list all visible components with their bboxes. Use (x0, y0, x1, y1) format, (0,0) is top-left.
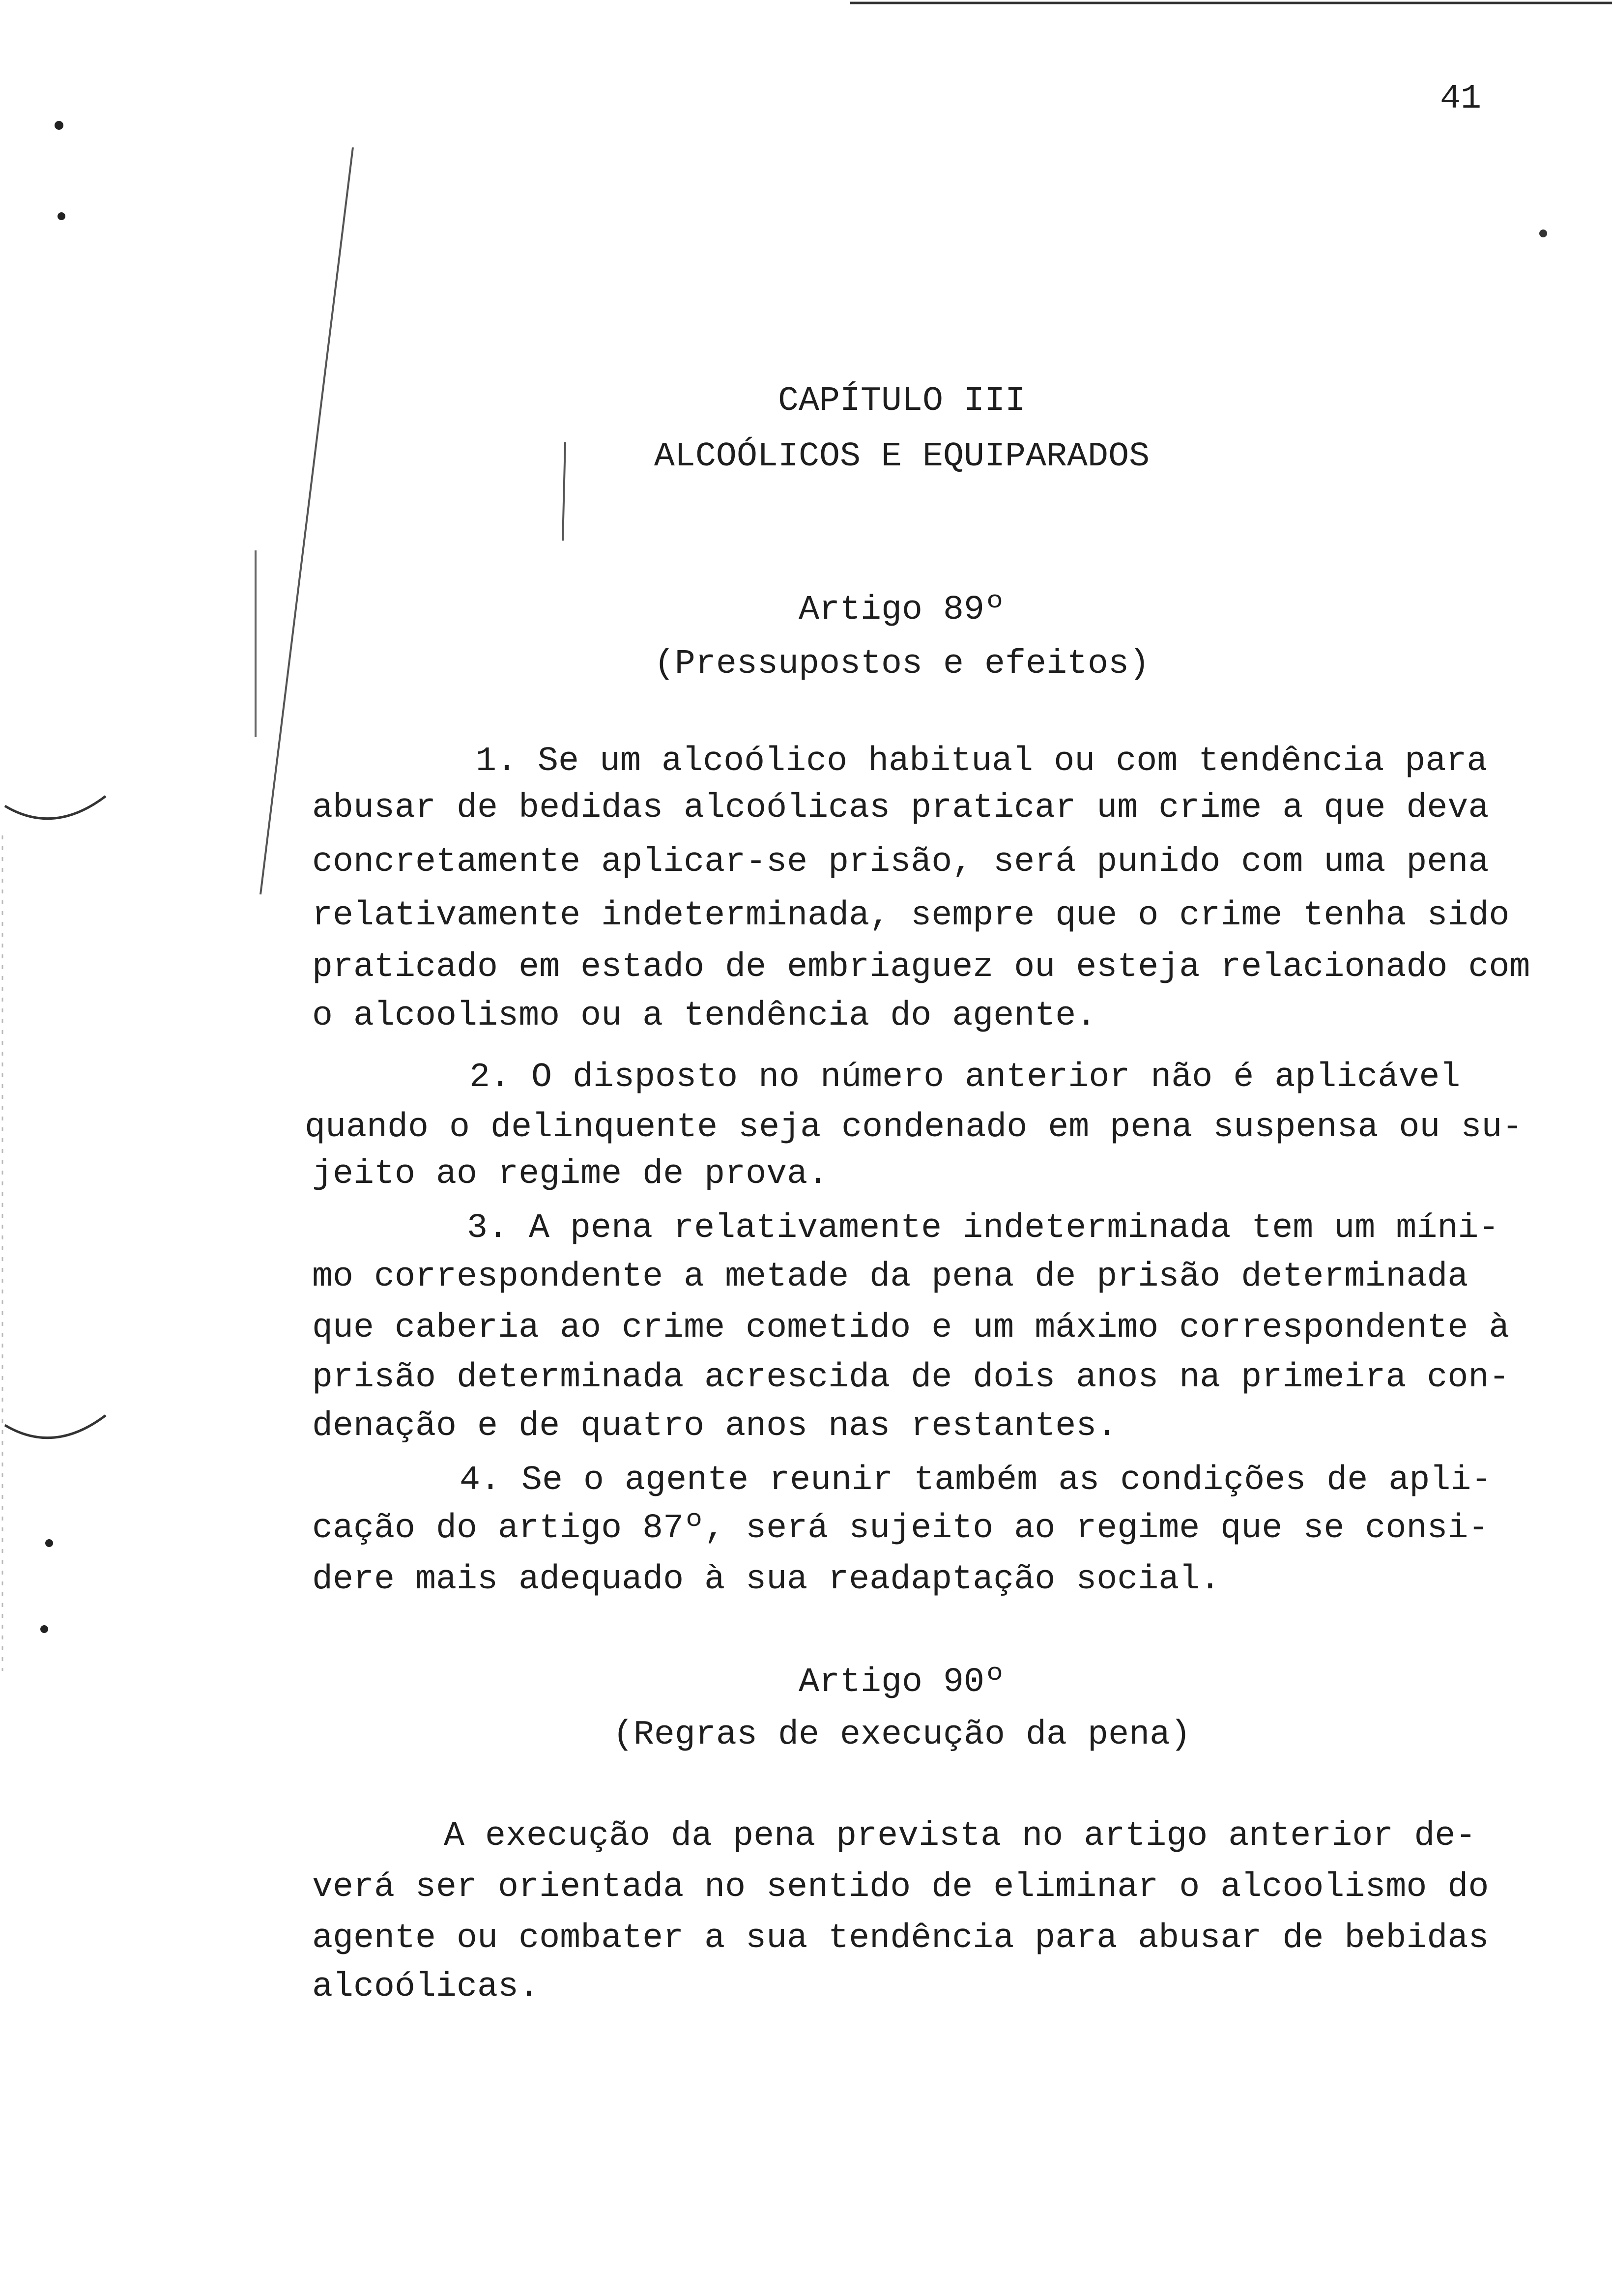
paragraph-line: quando o delinquente seja condenado em pena suspensa ou su- (305, 1108, 1523, 1147)
paragraph-line: concretamente aplicar-se prisão, será punido com uma pena (312, 843, 1489, 882)
paragraph-line: alcoólicas. (312, 1968, 540, 2007)
paragraph-line: 4. Se o agente reunir também as condições de apli- (460, 1461, 1492, 1500)
chapter-title: CAPÍTULO III (777, 382, 1026, 421)
paragraph-line: jeito ao regime de prova. (312, 1155, 829, 1194)
article-89-heading: Artigo 89º (798, 591, 1006, 630)
article-90-subheading: (Regras de execução da pena) (612, 1716, 1191, 1754)
paragraph-line: praticado em estado de embriaguez ou esteja relacionado com (312, 948, 1530, 987)
article-90-heading: Artigo 90º (798, 1663, 1006, 1702)
paragraph-line: A execução da pena prevista no artigo anterior de- (444, 1817, 1476, 1856)
paragraph-line: dere mais adequado à sua readaptação social. (312, 1560, 1221, 1599)
article-89-subheading: (Pressupostos e efeitos) (654, 645, 1150, 684)
paragraph-line: que caberia ao crime cometido e um máximo correspondente à (312, 1309, 1510, 1348)
paragraph-line: mo correspondente a metade da pena de prisão determinada (312, 1258, 1468, 1296)
paragraph-line: 3. A pena relativamente indeterminada tem um míni- (467, 1209, 1499, 1248)
paragraph-line: 2. O disposto no número anterior não é aplicável (469, 1058, 1461, 1097)
paragraph-line: cação do artigo 87º, será sujeito ao regime que se consi- (312, 1509, 1489, 1548)
chapter-subtitle: ALCOÓLICOS E EQUIPARADOS (654, 437, 1150, 476)
paragraph-line: agente ou combater a sua tendência para abusar de bebidas (312, 1919, 1489, 1958)
paragraph-line: 1. Se um alcoólico habitual ou com tendência para (476, 742, 1488, 781)
paragraph-line: o alcoolismo ou a tendência do agente. (312, 997, 1097, 1035)
paragraph-line: prisão determinada acrescida de dois anos na primeira con- (312, 1358, 1510, 1397)
paragraph-line: abusar de bedidas alcoólicas praticar um crime a que deva (312, 789, 1489, 828)
paragraph-line: denação e de quatro anos nas restantes. (312, 1407, 1118, 1446)
paragraph-line: relativamente indeterminada, sempre que o crime tenha sido (312, 896, 1510, 935)
paragraph-line: verá ser orientada no sentido de eliminar o alcoolismo do (312, 1868, 1489, 1907)
page-number: 41 (1440, 80, 1482, 118)
